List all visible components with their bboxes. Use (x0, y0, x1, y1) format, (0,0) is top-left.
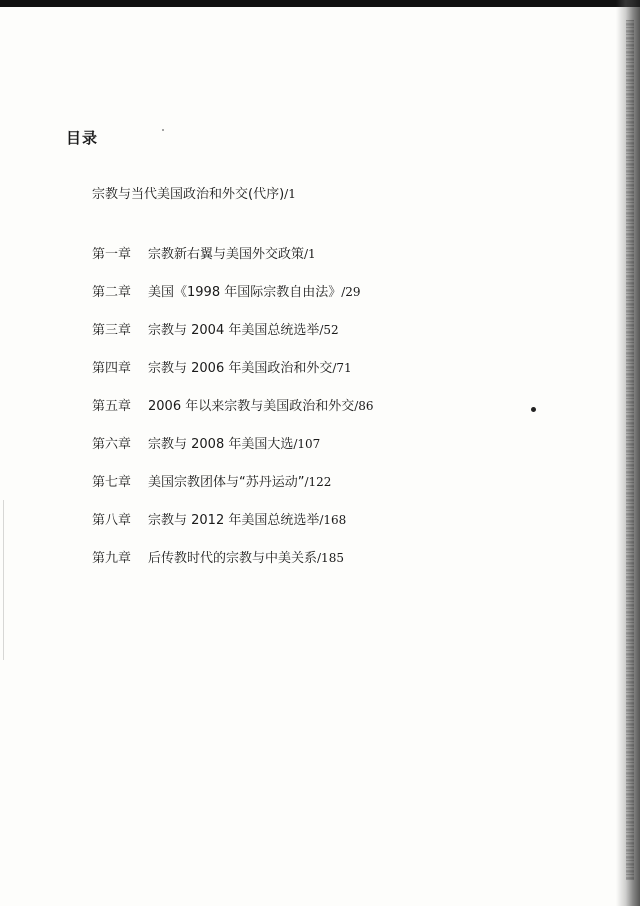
chapter-entry-6[interactable] (92, 434, 374, 472)
chapter-entry-5[interactable] (92, 396, 374, 434)
chapter-title: 美国宗教团体与“苏丹运动” (148, 475, 305, 490)
chapter-page-number: /52 (319, 323, 339, 337)
chapter-number: 第二章 (92, 285, 132, 300)
chapter-title: 宗教与 2004 年美国总统选举 (148, 323, 320, 338)
chapter-title: 宗教与 2008 年美国大选 (148, 437, 294, 452)
chapter-number: 第五章 (92, 399, 132, 414)
toc-title: 目录 (66, 129, 99, 147)
chapter-entry-7[interactable] (92, 472, 374, 510)
scan-left-mark (3, 500, 4, 660)
chapter-entry-8[interactable] (92, 510, 374, 548)
chapter-entry-3[interactable] (92, 320, 374, 358)
toc-preface-entry[interactable] (92, 183, 296, 202)
chapter-page-number: /1 (304, 247, 316, 261)
chapter-title: 宗教与 2006 年美国政治和外交 (148, 361, 333, 376)
chapter-page-number: /71 (332, 361, 352, 375)
chapter-number: 第四章 (92, 361, 132, 376)
chapter-page-number: /168 (319, 513, 347, 527)
scan-speck (531, 407, 536, 412)
chapter-entry-4[interactable] (92, 358, 374, 396)
chapter-number: 第一章 (92, 247, 132, 262)
chapter-page-number: /185 (317, 551, 344, 565)
chapter-page-number: /107 (293, 437, 321, 451)
preface-page-number: /1 (284, 187, 296, 201)
chapter-title: 宗教新右翼与美国外交政策 (148, 247, 305, 262)
scan-edge-noise (626, 20, 634, 880)
chapter-page-number: /122 (304, 475, 332, 489)
chapter-list (92, 244, 374, 586)
chapter-number: 第六章 (92, 437, 132, 452)
chapter-title: 2006 年以来宗教与美国政治和外交 (148, 399, 355, 414)
chapter-entry-9[interactable] (92, 548, 374, 586)
chapter-number: 第三章 (92, 323, 132, 338)
chapter-title: 宗教与 2012 年美国总统选举 (148, 513, 320, 528)
chapter-number: 第九章 (92, 551, 132, 566)
chapter-entry-2[interactable] (92, 282, 374, 320)
scan-speck (162, 129, 164, 131)
chapter-title: 后传教时代的宗教与中美关系 (148, 551, 318, 566)
chapter-number: 第七章 (92, 475, 132, 490)
chapter-entry-1[interactable] (92, 244, 374, 282)
preface-title: 宗教与当代美国政治和外交(代序) (92, 187, 285, 202)
chapter-page-number: /29 (341, 285, 361, 299)
chapter-page-number: /86 (354, 399, 374, 413)
chapter-title: 美国《1998 年国际宗教自由法》 (148, 285, 342, 300)
chapter-number: 第八章 (92, 513, 132, 528)
scan-top-edge (0, 0, 640, 7)
